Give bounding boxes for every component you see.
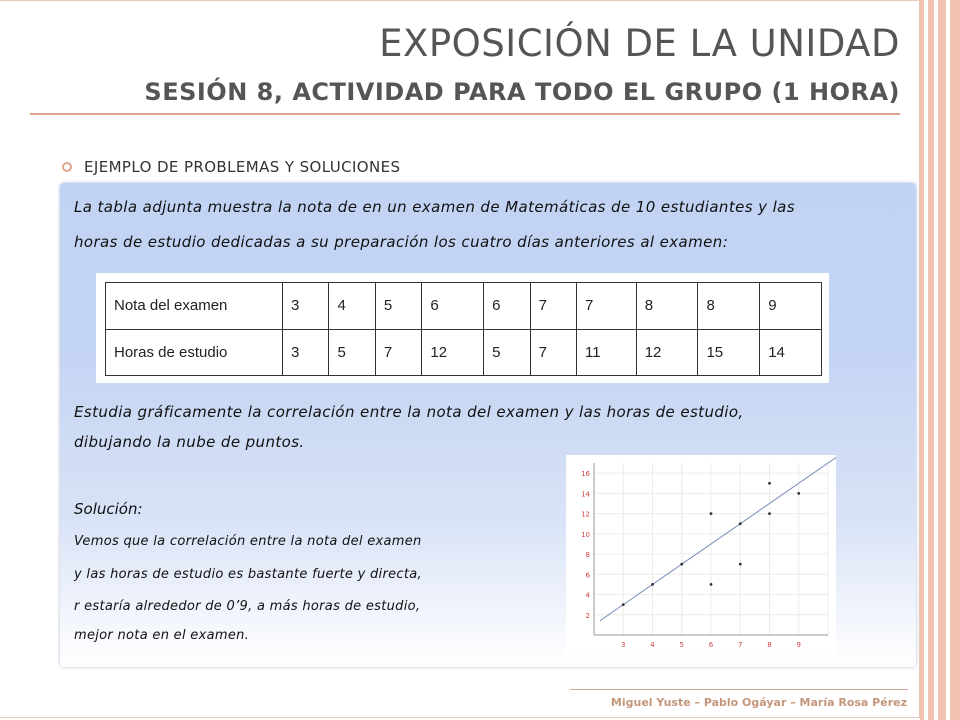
scatter-point bbox=[710, 512, 713, 515]
x-tick-label: 6 bbox=[708, 641, 714, 649]
y-tick-label: 12 bbox=[581, 510, 590, 519]
table-cell: 12 bbox=[636, 329, 698, 376]
table-cell: 9 bbox=[760, 283, 822, 330]
y-tick-label: 14 bbox=[581, 490, 590, 499]
table-cell: 11 bbox=[577, 329, 637, 376]
table-cell: 4 bbox=[329, 283, 375, 330]
table-cell: 3 bbox=[283, 283, 329, 330]
scatter-point bbox=[797, 492, 800, 495]
footer-authors: Miguel Yuste – Pablo Ogáyar – María Rosa Pérez bbox=[610, 696, 907, 709]
solution-line-4: mejor nota en el examen. bbox=[74, 628, 250, 643]
table-cell: 7 bbox=[530, 283, 576, 330]
solution-line-3: r estaría alrededor de 0’9, a más horas de estudio, bbox=[74, 599, 421, 614]
scatter-point bbox=[651, 583, 654, 586]
scatter-chart bbox=[566, 455, 836, 655]
scatter-point bbox=[710, 583, 713, 586]
intro-line-2: horas de estudio dedicadas a su preparación los cuatro días anteriores al examen: bbox=[74, 233, 729, 251]
slide-title: EXPOSICIÓN DE LA UNIDAD bbox=[379, 22, 900, 65]
table-cell: 7 bbox=[530, 329, 576, 376]
x-tick-label: 5 bbox=[679, 641, 684, 649]
bullet-item bbox=[62, 158, 400, 176]
table-cell: 14 bbox=[760, 329, 822, 376]
table-cell: 5 bbox=[375, 283, 421, 330]
y-tick-label: 16 bbox=[581, 470, 590, 479]
x-tick-label: 7 bbox=[738, 641, 743, 649]
title-divider bbox=[30, 113, 900, 115]
scatter-chart-svg bbox=[566, 455, 836, 655]
scatter-point bbox=[622, 603, 625, 606]
decorative-stripes bbox=[920, 0, 960, 720]
y-tick-label: 6 bbox=[585, 571, 590, 580]
y-tick-label: 8 bbox=[585, 551, 590, 560]
table-cell: 8 bbox=[636, 283, 698, 330]
table-cell: 3 bbox=[283, 329, 329, 376]
table-cell: 7 bbox=[577, 283, 637, 330]
trend-line bbox=[600, 457, 836, 621]
data-table bbox=[105, 282, 822, 376]
x-tick-label: 3 bbox=[621, 641, 626, 649]
x-tick-label: 4 bbox=[650, 641, 655, 649]
y-tick-label: 2 bbox=[585, 611, 590, 620]
table-cell: 12 bbox=[422, 329, 484, 376]
table-cell: 6 bbox=[422, 283, 484, 330]
intro-line-1: La tabla adjunta muestra la nota de en un examen de Matemáticas de 10 estudiantes y las bbox=[74, 198, 795, 216]
table-cell: 6 bbox=[484, 283, 530, 330]
scatter-point bbox=[680, 563, 683, 566]
footer-divider bbox=[570, 689, 908, 690]
table-cell: 5 bbox=[329, 329, 375, 376]
x-tick-label: 8 bbox=[767, 641, 772, 649]
circle-bullet-icon bbox=[62, 162, 72, 172]
scatter-point bbox=[739, 563, 742, 566]
slide-subtitle: SESIÓN 8, ACTIVIDAD PARA TODO EL GRUPO (1 HORA) bbox=[144, 78, 900, 106]
solution-line-2: y las horas de estudio es bastante fuerte y directa, bbox=[74, 567, 422, 582]
table-row-label: Nota del examen bbox=[106, 283, 283, 330]
scatter-point bbox=[768, 482, 771, 485]
task-line-1: Estudia gráficamente la correlación entre la nota del examen y las horas de estudio, bbox=[74, 403, 744, 421]
table-cell: 7 bbox=[375, 329, 421, 376]
scatter-point bbox=[739, 522, 742, 525]
table-row bbox=[106, 283, 822, 330]
bullet-text: EJEMPLO DE PROBLEMAS Y SOLUCIONES bbox=[84, 158, 401, 176]
x-tick-label: 9 bbox=[796, 641, 801, 649]
table-row-label: Horas de estudio bbox=[106, 329, 283, 376]
table-row bbox=[106, 329, 822, 376]
solution-line-1: Vemos que la correlación entre la nota del examen bbox=[74, 534, 422, 549]
table-cell: 5 bbox=[484, 329, 530, 376]
scatter-point bbox=[768, 512, 771, 515]
table-cell: 15 bbox=[698, 329, 760, 376]
y-tick-label: 10 bbox=[581, 530, 590, 539]
table-cell: 8 bbox=[698, 283, 760, 330]
solution-heading: Solución: bbox=[74, 500, 143, 518]
y-tick-label: 4 bbox=[585, 591, 590, 600]
task-line-2: dibujando la nube de puntos. bbox=[74, 433, 305, 451]
